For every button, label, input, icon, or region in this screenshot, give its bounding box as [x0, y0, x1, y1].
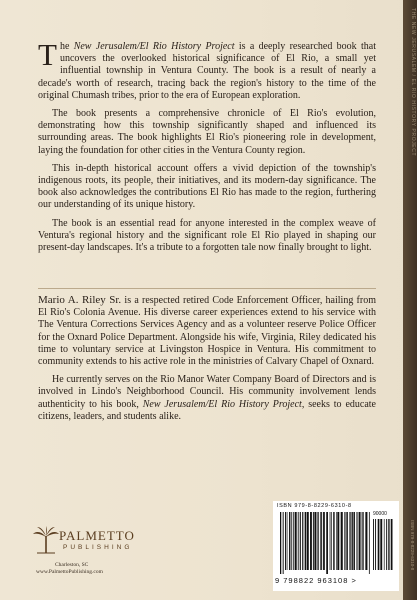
author-name: Mario A. Riley Sr. [38, 294, 122, 306]
barcode-addon-number: 90000 [373, 511, 387, 517]
bio-book-title-italic: New Jerusalem/El Rio History Project [142, 398, 302, 410]
publisher-name: PALMETTO [59, 528, 135, 543]
barcode-digits: 9 798822 963108 > [275, 576, 357, 585]
section-divider [38, 288, 376, 289]
author-bio [38, 294, 376, 429]
description-paragraph-2: The book presents a comprehensive chronicle of El Rio's evolution, demonstrating how this township significantly shaped and influenced its surrounding areas. The book highlights El Rio's pioneering role in development, laying the foundation for other cities in the Ventura County region. [38, 108, 376, 156]
description-paragraph-3: This in-depth historical account offers a vivid depiction of the township's indigenous roots, its people, their initiatives, and its modern-day significance. The book also acknowledges the contributions El Rio has made to the region, furthering our understanding of its unique history. [38, 162, 376, 211]
description-p1-text: is a deeply researched book that uncovers the overlooked historical significance of El Rio, a small yet influential township in Ventura County. The book is a result of nearly a decade's worth of research, tracing back the region's history to the time of the original Chumash tribes, prior to the era of European exploration. [38, 41, 376, 101]
publisher-logo [31, 526, 135, 596]
barcode-bars [280, 512, 370, 574]
publisher-url: www.PalmettoPublishing.com [36, 569, 103, 575]
publisher-city: Charleston, SC [55, 562, 89, 568]
description-paragraph-1 [38, 37, 376, 102]
bio-p1-text: is a respected retired Code Enforcement Officer, hailing from El Rio's Colonia Avenue. His diverse career experiences extend to his service with The Ventura Corrections Services Agency and as a volunteer reserve Police Officer for the Oxnard Police Department. Alongside his wife, Virginia, Riley dedicated his time to voluntary service at Livingston Hospice in Ventura. His commitment to community extends to his active role in the ministries of Calvary Chapel of Oxnard. [38, 295, 376, 368]
book-title-italic: New Jerusalem/El Rio History Project [73, 41, 235, 52]
bio-p2-text: , seeks to educate citizens, leaders, and students alike. [38, 398, 376, 422]
publisher-subtitle: PUBLISHING [63, 544, 133, 551]
drop-cap: T [38, 37, 57, 72]
book-description [38, 37, 376, 260]
spine-edge [403, 0, 417, 600]
description-paragraph-4: The book is an essential read for anyone interested in the complex weave of Ventura's regional history and the significant role El Rio played in shaping our present-day landscapes. It's a tribute to a forgotten tale now finally brought to light. [38, 217, 376, 254]
isbn-barcode [273, 501, 399, 591]
spine-title: THE NEW JERUSALEM / EL RIO HISTORY PROJECT [410, 8, 416, 157]
bio-paragraph-2 [38, 374, 376, 423]
barcode-addon-bars [373, 519, 393, 574]
spine-isbn: ISBN 979-8-8229-6310-8 [410, 519, 415, 570]
palmetto-tree-icon [31, 526, 61, 554]
description-lead: he [59, 41, 74, 52]
bio-paragraph-1 [38, 294, 376, 368]
isbn-label: ISBN 979-8-8229-6310-8 [277, 503, 352, 509]
bio-p2-lead: He currently serves on the Rio Manor Water Company Board of Directors and is involved in Lindo's Neighborhood Council. His community involvement lends authenticity to his book, [38, 374, 376, 410]
